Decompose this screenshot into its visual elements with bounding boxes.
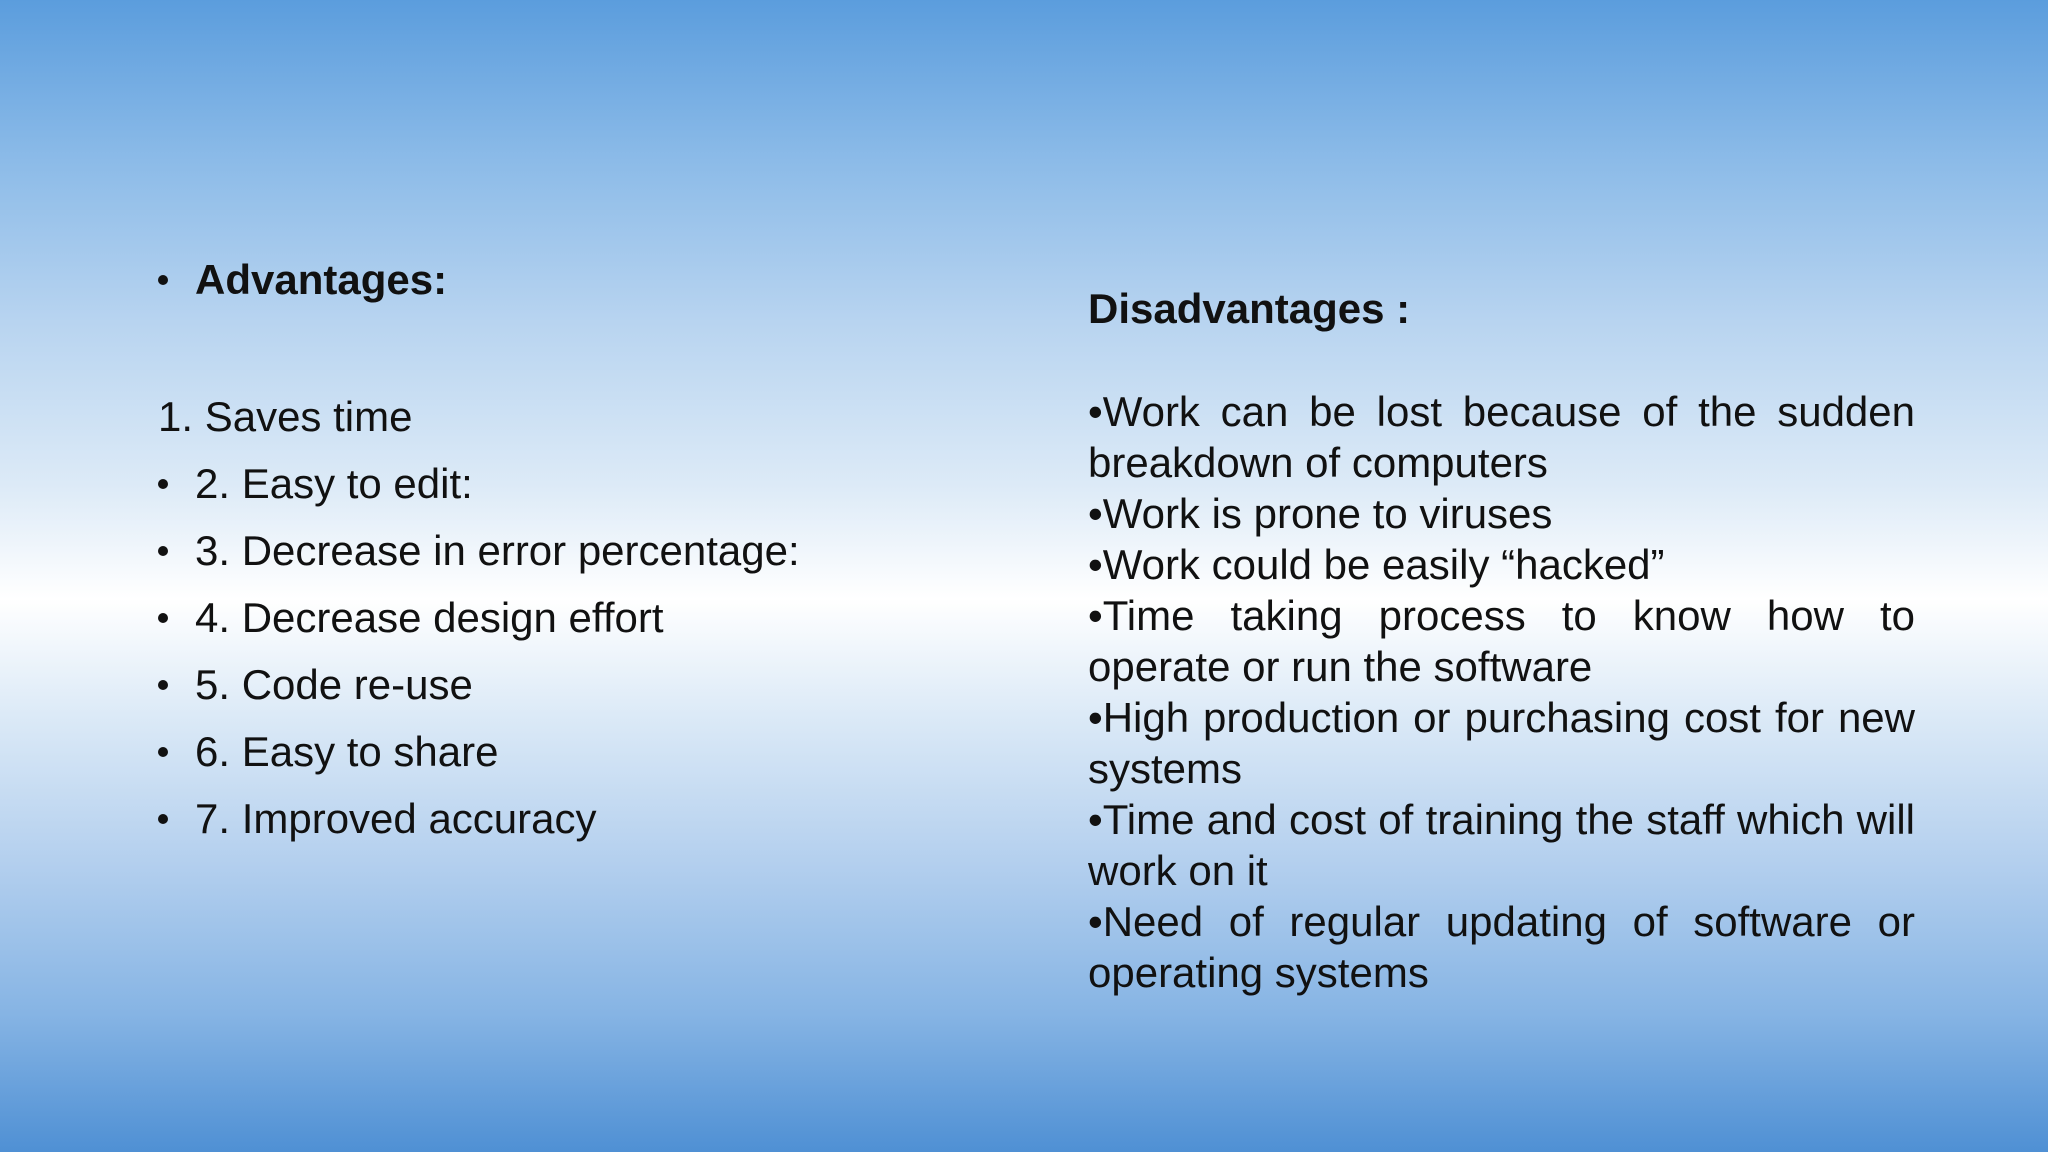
list-item: •High production or purchasing cost for new systems — [1088, 694, 1915, 792]
advantages-heading: Advantages: — [195, 256, 448, 303]
advantage-text: 2. Easy to edit: — [195, 459, 473, 507]
list-item — [152, 517, 1052, 584]
advantage-text: 7. Improved accuracy — [195, 794, 597, 842]
list-item: •Work can be lost because of the sudden breakdown of computers — [1088, 388, 1915, 486]
list-item: •Work could be easily “hacked” — [1088, 541, 1665, 588]
advantages-column — [152, 250, 1052, 852]
bullet-icon — [158, 680, 168, 690]
list-item: •Time taking process to know how to operate or run the software — [1088, 592, 1915, 690]
advantage-text: 3. Decrease in error percentage: — [195, 526, 800, 574]
bullet-icon — [158, 546, 168, 556]
advantages-list — [152, 383, 1052, 852]
list-item — [152, 785, 1052, 852]
list-item — [152, 383, 1052, 450]
list-item — [152, 584, 1052, 651]
list-item: •Work is prone to viruses — [1088, 490, 1553, 537]
disadvantages-heading: Disadvantages : — [1088, 285, 1411, 332]
list-item: •Time and cost of training the staff which will work on it — [1088, 796, 1915, 894]
bullet-icon — [158, 275, 168, 285]
disadvantages-list — [1088, 386, 1915, 998]
list-item: •Need of regular updating of software or operating systems — [1088, 898, 1915, 996]
list-item — [152, 651, 1052, 718]
advantage-text: 4. Decrease design effort — [195, 593, 664, 641]
list-item — [152, 450, 1052, 517]
bullet-icon — [158, 613, 168, 623]
disadvantages-column — [1088, 279, 1915, 998]
advantage-text: 6. Easy to share — [195, 727, 499, 775]
bullet-icon — [158, 747, 168, 757]
advantage-text: 1. Saves time — [158, 392, 413, 440]
list-item — [152, 718, 1052, 785]
advantage-text: 5. Code re-use — [195, 660, 473, 708]
bullet-icon — [158, 479, 168, 489]
advantages-heading-row — [152, 250, 1052, 310]
bullet-icon — [158, 814, 168, 824]
